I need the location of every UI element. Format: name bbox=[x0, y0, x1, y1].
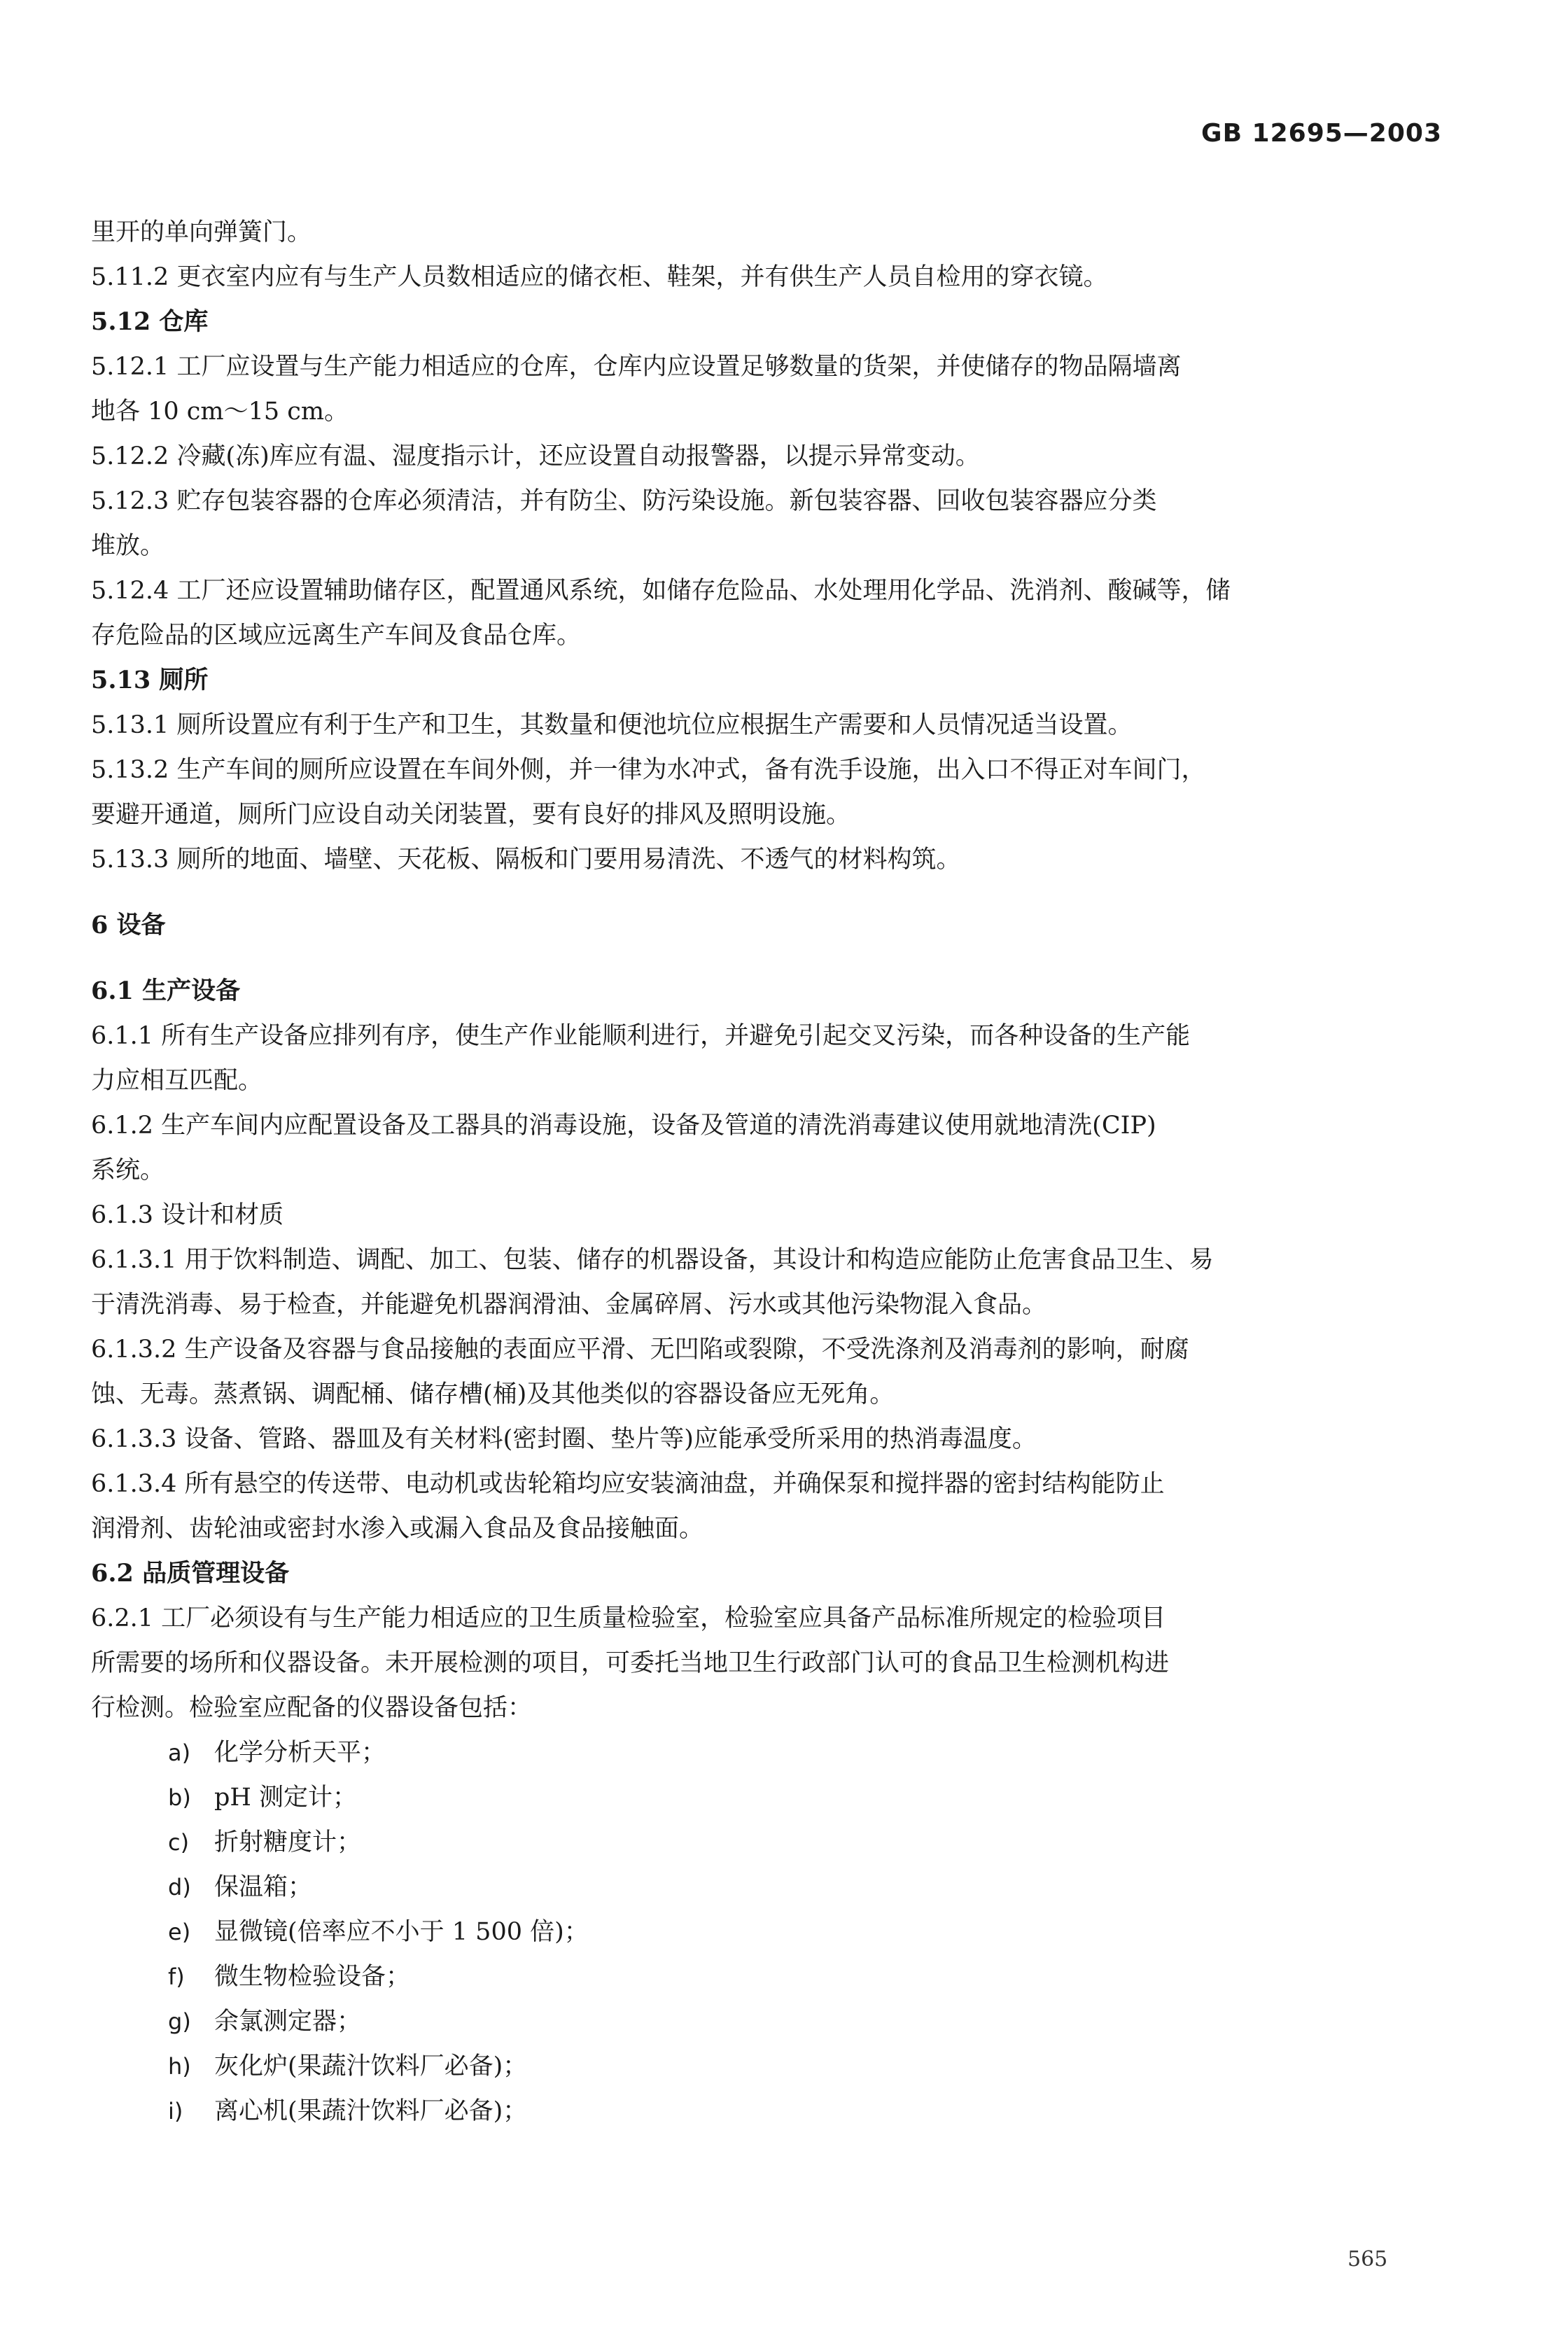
section-heading: 5.12 仓库 bbox=[91, 307, 209, 336]
text-line: 于清洗消毒、易于检查，并能避免机器润滑油、金属碎屑、污水或其他污染物混入食品。 bbox=[91, 1291, 1047, 1319]
list-item-label: g) bbox=[168, 2008, 191, 2035]
list-item bbox=[91, 1820, 1456, 1865]
standard-code: GB 12695—2003 bbox=[1201, 119, 1442, 148]
text-line: 5.12.3 贮存包装容器的仓库必须清洁，并有防尘、防污染设施。新包装容器、回收包装容器应分类 bbox=[91, 487, 1157, 515]
text-line: 润滑剂、齿轮油或密封水渗入或漏入食品及食品接触面。 bbox=[91, 1515, 704, 1543]
list-item-text: 保温箱； bbox=[214, 1873, 313, 1901]
text-line: 里开的单向弹簧门。 bbox=[91, 218, 312, 246]
list-item-text: 微生物检验设备； bbox=[214, 1963, 411, 1991]
section-heading: 6.2 品质管理设备 bbox=[91, 1559, 290, 1588]
text-line: 5.12.2 冷藏(冻)库应有温、湿度指示计，还应设置自动报警器，以提示异常变动。 bbox=[91, 442, 980, 470]
text-line: 系统。 bbox=[91, 1156, 165, 1184]
text-line: 6.1.3.1 用于饮料制造、调配、加工、包装、储存的机器设备，其设计和构造应能防止危害食品卫生、易 bbox=[91, 1246, 1214, 1274]
section-heading: 6 设备 bbox=[91, 911, 166, 939]
list-item-text: 离心机(果蔬汁饮料厂必备)； bbox=[214, 2097, 528, 2125]
text-line: 5.11.2 更衣室内应有与生产人员数相适应的储衣柜、鞋架，并有供生产人员自检用的穿衣镜。 bbox=[91, 263, 1108, 291]
text-line: 行检测。检验室应配备的仪器设备包括： bbox=[91, 1694, 533, 1722]
document-body bbox=[91, 210, 1456, 2134]
list-item bbox=[91, 2044, 1456, 2089]
list-item-text: 化学分析天平； bbox=[214, 1739, 386, 1767]
text-line: 5.13.3 厕所的地面、墙壁、天花板、隔板和门要用易清洗、不透气的材料构筑。 bbox=[91, 846, 961, 874]
list-item bbox=[91, 1910, 1456, 1954]
list-item bbox=[91, 2089, 1456, 2134]
text-line: 5.12.4 工厂还应设置辅助储存区，配置通风系统，如储存危险品、水处理用化学品、洗消剂、酸碱等，储 bbox=[91, 577, 1231, 605]
list-item bbox=[91, 1954, 1456, 1999]
list-item-label: b) bbox=[168, 1784, 191, 1811]
list-item-text: 余氯测定器； bbox=[214, 2008, 362, 2036]
list-item bbox=[91, 1775, 1456, 1820]
list-item bbox=[91, 1865, 1456, 1910]
text-line: 6.2.1 工厂必须设有与生产能力相适应的卫生质量检验室，检验室应具备产品标准所规定的检验项目 bbox=[91, 1604, 1166, 1632]
list-item-label: d) bbox=[168, 1874, 191, 1900]
list-item bbox=[91, 1999, 1456, 2044]
text-line: 6.1.3.3 设备、管路、器皿及有关材料(密封圈、垫片等)应能承受所采用的热消毒温度。 bbox=[91, 1425, 1037, 1453]
text-line: 5.13.2 生产车间的厕所应设置在车间外侧，并一律为水冲式，备有洗手设施，出入口不得正对车间门， bbox=[91, 756, 1206, 784]
section-heading: 6.1 生产设备 bbox=[91, 976, 241, 1005]
text-line: 6.1.1 所有生产设备应排列有序，使生产作业能顺利进行，并避免引起交叉污染，而各种设备的生产能 bbox=[91, 1022, 1191, 1050]
text-line: 蚀、无毒。蒸煮锅、调配桶、储存槽(桶)及其他类似的容器设备应无死角。 bbox=[91, 1380, 895, 1408]
list-item-text: 折射糖度计； bbox=[214, 1828, 362, 1856]
list-item-text: 灰化炉(果蔬汁饮料厂必备)； bbox=[214, 2052, 528, 2080]
section-heading: 5.13 厕所 bbox=[91, 666, 209, 694]
text-line: 6.1.2 生产车间内应配置设备及工器具的消毒设施，设备及管道的清洗消毒建议使用就地清洗(CIP) bbox=[91, 1112, 1156, 1140]
text-line: 6.1.3.4 所有悬空的传送带、电动机或齿轮箱均应安装滴油盘，并确保泵和搅拌器的密封结构能防止 bbox=[91, 1470, 1165, 1498]
list-item-label: i) bbox=[168, 2098, 183, 2124]
text-line: 5.13.1 厕所设置应有利于生产和卫生，其数量和便池坑位应根据生产需要和人员情况适当设置。 bbox=[91, 711, 1133, 739]
text-line: 6.1.3.2 生产设备及容器与食品接触的表面应平滑、无凹陷或裂隙，不受洗涤剂及消毒剂的影响，耐腐 bbox=[91, 1336, 1189, 1364]
list-item-label: f) bbox=[168, 1963, 185, 1990]
text-line: 堆放。 bbox=[91, 532, 165, 560]
list-item-label: a) bbox=[168, 1740, 191, 1766]
text-line: 要避开通道，厕所门应设自动关闭装置，要有良好的排风及照明设施。 bbox=[91, 801, 851, 829]
text-line: 存危险品的区域应远离生产车间及食品仓库。 bbox=[91, 622, 582, 650]
text-line: 地各 10 cm～15 cm。 bbox=[91, 398, 349, 426]
list-item-text: pH 测定计； bbox=[214, 1784, 358, 1812]
list-item-text: 显微镜(倍率应不小于 1 500 倍)； bbox=[214, 1918, 589, 1946]
text-line: 力应相互匹配。 bbox=[91, 1067, 263, 1095]
list-item bbox=[91, 1730, 1456, 1775]
text-line: 所需要的场所和仪器设备。未开展检测的项目，可委托当地卫生行政部门认可的食品卫生检测机构进 bbox=[91, 1649, 1170, 1677]
page-number: 565 bbox=[1348, 2247, 1388, 2272]
text-line: 5.12.1 工厂应设置与生产能力相适应的仓库，仓库内应设置足够数量的货架，并使储存的物品隔墙离 bbox=[91, 353, 1182, 381]
list-item-label: c) bbox=[168, 1829, 190, 1856]
list-item-label: h) bbox=[168, 2053, 191, 2080]
list-item-label: e) bbox=[168, 1919, 191, 1945]
text-line: 6.1.3 设计和材质 bbox=[91, 1201, 284, 1229]
